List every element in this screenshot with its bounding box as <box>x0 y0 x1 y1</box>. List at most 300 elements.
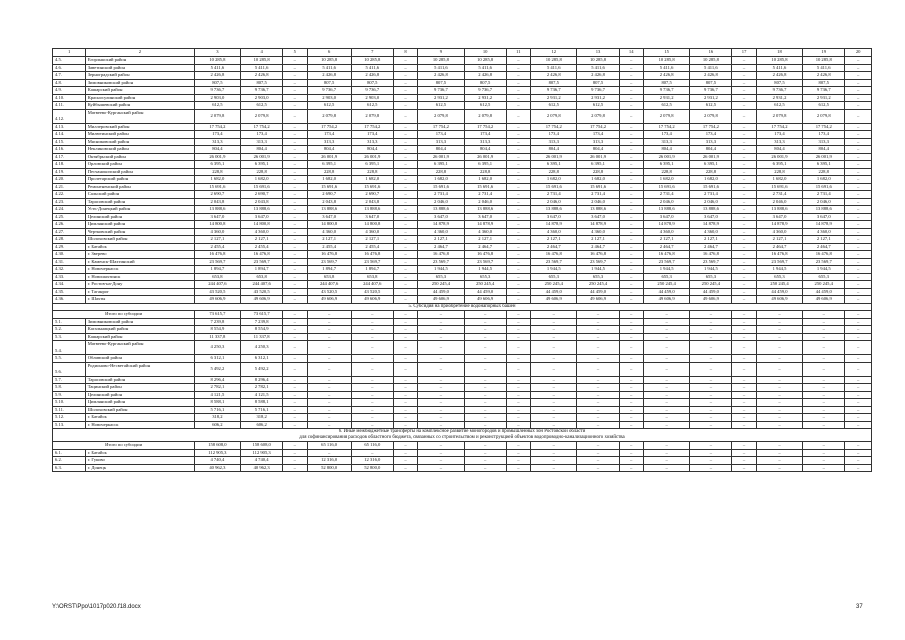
row-name-cell: Песчанокопский район <box>86 168 194 176</box>
empty-dash-cell: – <box>643 376 689 384</box>
empty-dash-cell: – <box>845 384 872 392</box>
empty-dash-cell: – <box>643 414 689 422</box>
column-number-cell: 15 <box>643 49 689 57</box>
empty-dash-cell: – <box>577 391 619 399</box>
value-cell: 16 476,8 <box>531 251 577 259</box>
empty-dash-cell: – <box>643 384 689 392</box>
value-cell: 2 046,0 <box>464 198 506 206</box>
value-cell: 26 001,9 <box>690 153 732 161</box>
empty-dash-cell: – <box>619 281 643 289</box>
empty-dash-cell: – <box>690 391 732 399</box>
value-cell: 313,3 <box>531 138 577 146</box>
value-cell: 44 459,0 <box>803 288 845 296</box>
empty-dash-cell: – <box>756 449 802 457</box>
row-name-cell: Целинский район <box>86 391 194 399</box>
empty-dash-cell: – <box>283 376 307 384</box>
table-row <box>53 102 872 110</box>
empty-dash-cell: – <box>619 384 643 392</box>
row-name-cell: Чертковский район <box>86 228 194 236</box>
empty-dash-cell: – <box>506 221 530 229</box>
empty-dash-cell: – <box>351 355 393 363</box>
empty-dash-cell: – <box>283 311 307 319</box>
empty-dash-cell: – <box>803 318 845 326</box>
empty-dash-cell: – <box>619 464 643 472</box>
row-number-cell: 4.10. <box>53 94 86 102</box>
empty-dash-cell: – <box>619 213 643 221</box>
value-cell: 2 127,1 <box>531 236 577 244</box>
value-cell: 13 888,6 <box>690 206 732 214</box>
value-cell: 13 888,6 <box>531 206 577 214</box>
row-number-cell: 6.2. <box>53 457 86 465</box>
value-cell: 13 888,6 <box>577 206 619 214</box>
empty-dash-cell: – <box>619 206 643 214</box>
value-cell: 26 001,9 <box>756 153 802 161</box>
value-cell: 807,5 <box>307 79 351 87</box>
table-row <box>53 421 872 429</box>
value-cell: 23 569,7 <box>307 258 351 266</box>
empty-dash-cell: – <box>690 311 732 319</box>
table-row <box>53 243 872 251</box>
empty-dash-cell: – <box>506 391 530 399</box>
empty-dash-cell: – <box>732 221 756 229</box>
empty-dash-cell: – <box>351 449 393 457</box>
value-cell: 807,5 <box>418 79 464 87</box>
value-cell: 1 682,0 <box>307 176 351 184</box>
value-cell: 16 476,8 <box>756 251 802 259</box>
empty-dash-cell: – <box>845 236 872 244</box>
value-cell: 807,5 <box>531 79 577 87</box>
empty-dash-cell: – <box>732 326 756 334</box>
table-row <box>53 281 872 289</box>
value-cell: 807,5 <box>643 79 689 87</box>
empty-dash-cell: – <box>845 391 872 399</box>
value-cell: 16 476,8 <box>307 251 351 259</box>
value-cell: 10 285,8 <box>690 57 732 65</box>
empty-dash-cell: – <box>283 318 307 326</box>
value-cell: 49 606,9 <box>690 296 732 304</box>
value-cell: 655,3 <box>643 273 689 281</box>
value-cell: 6 395,1 <box>241 161 283 169</box>
value-cell: 655,3 <box>756 273 802 281</box>
empty-dash-cell: – <box>393 206 417 214</box>
empty-dash-cell: – <box>464 341 506 355</box>
value-cell: 23 569,7 <box>531 258 577 266</box>
value-cell: 16 476,8 <box>803 251 845 259</box>
value-cell: 3 647,0 <box>531 213 577 221</box>
value-cell: 43 520,5 <box>351 288 393 296</box>
value-cell: 23 569,7 <box>464 258 506 266</box>
empty-dash-cell: – <box>690 406 732 414</box>
empty-dash-cell: – <box>619 457 643 465</box>
value-cell: 16 476,8 <box>643 251 689 259</box>
value-cell: 655,3 <box>464 273 506 281</box>
empty-dash-cell: – <box>464 384 506 392</box>
value-cell: 2 079,8 <box>351 109 393 123</box>
value-cell: 1 944,5 <box>577 266 619 274</box>
value-cell: 2 426,8 <box>803 72 845 80</box>
value-cell: 173,4 <box>241 131 283 139</box>
empty-dash-cell: – <box>845 326 872 334</box>
table-row <box>53 87 872 95</box>
value-cell: 15 691,6 <box>194 183 240 191</box>
empty-dash-cell: – <box>393 399 417 407</box>
row-name-cell: Матвеево-Курганский район <box>86 341 194 355</box>
value-cell: 2 455,4 <box>241 243 283 251</box>
empty-dash-cell: – <box>531 341 577 355</box>
value-cell: 313,3 <box>351 138 393 146</box>
empty-dash-cell: – <box>619 391 643 399</box>
value-cell: 2 127,1 <box>418 236 464 244</box>
empty-dash-cell: – <box>845 72 872 80</box>
empty-dash-cell: – <box>506 153 530 161</box>
section-title-line-1: 6. Иные межбюджетные трансферты на комплексное развитие моногородов и промышленных зон Ростовской области <box>338 429 586 434</box>
empty-dash-cell: – <box>845 266 872 274</box>
empty-dash-cell: – <box>393 161 417 169</box>
empty-dash-cell: – <box>619 355 643 363</box>
empty-dash-cell: – <box>643 391 689 399</box>
empty-dash-cell: – <box>283 131 307 139</box>
empty-dash-cell: – <box>351 362 393 376</box>
value-cell: 612,5 <box>418 102 464 110</box>
row-name-cell: Красносулинский район <box>86 94 194 102</box>
value-cell: 4 250,3 <box>194 341 240 355</box>
value-cell: 653,8 <box>241 273 283 281</box>
value-cell: 6 312,1 <box>241 355 283 363</box>
empty-dash-cell: – <box>283 258 307 266</box>
empty-dash-cell: – <box>283 464 307 472</box>
value-cell: 9 736,7 <box>577 87 619 95</box>
empty-dash-cell: – <box>393 138 417 146</box>
empty-dash-cell: – <box>803 311 845 319</box>
row-number-cell: 6.3. <box>53 464 86 472</box>
empty-dash-cell: – <box>506 449 530 457</box>
empty-dash-cell: – <box>619 57 643 65</box>
document-page <box>52 48 872 472</box>
column-number-cell: 8 <box>393 49 417 57</box>
empty-dash-cell: – <box>531 333 577 341</box>
empty-dash-cell: – <box>506 79 530 87</box>
empty-dash-cell: – <box>393 355 417 363</box>
value-cell: 2 426,8 <box>241 72 283 80</box>
empty-dash-cell: – <box>845 131 872 139</box>
empty-dash-cell: – <box>845 442 872 450</box>
empty-dash-cell: – <box>732 288 756 296</box>
row-name-cell: Куйбышевский район <box>86 102 194 110</box>
empty-dash-cell: – <box>643 457 689 465</box>
value-cell: 65 116,0 <box>351 442 393 450</box>
row-name-cell: Октябрьский район <box>86 153 194 161</box>
empty-dash-cell: – <box>393 123 417 131</box>
value-cell: 23 569,7 <box>803 258 845 266</box>
table-row <box>53 341 872 355</box>
value-cell: 26 001,9 <box>241 153 283 161</box>
value-cell: 15 691,6 <box>307 183 351 191</box>
value-cell: 49 606,9 <box>464 296 506 304</box>
column-number-cell: 7 <box>351 49 393 57</box>
empty-dash-cell: – <box>619 146 643 154</box>
value-cell: 10 285,8 <box>643 57 689 65</box>
empty-dash-cell: – <box>506 399 530 407</box>
value-cell: 14 800,8 <box>194 221 240 229</box>
empty-dash-cell: – <box>464 399 506 407</box>
value-cell: 10 285,8 <box>351 57 393 65</box>
value-cell: 10 285,8 <box>577 57 619 65</box>
empty-dash-cell: – <box>732 138 756 146</box>
empty-dash-cell: – <box>643 311 689 319</box>
empty-dash-cell: – <box>845 87 872 95</box>
empty-dash-cell: – <box>393 457 417 465</box>
row-number-cell: 5.7. <box>53 376 86 384</box>
table-row <box>53 176 872 184</box>
empty-dash-cell: – <box>506 87 530 95</box>
row-number-cell: 4.35. <box>53 288 86 296</box>
empty-dash-cell: – <box>732 464 756 472</box>
value-cell: 112 905,3 <box>194 449 240 457</box>
value-cell: 2 426,8 <box>756 72 802 80</box>
value-cell: 49 606,9 <box>418 296 464 304</box>
empty-dash-cell: – <box>690 464 732 472</box>
empty-dash-cell: – <box>418 376 464 384</box>
empty-dash-cell: – <box>418 406 464 414</box>
value-cell: 2 079,8 <box>418 109 464 123</box>
value-cell: 40 962,3 <box>194 464 240 472</box>
value-cell: 9 736,7 <box>418 87 464 95</box>
empty-dash-cell: – <box>283 399 307 407</box>
empty-dash-cell: – <box>845 399 872 407</box>
value-cell: 2 079,8 <box>756 109 802 123</box>
value-cell: 2 782,1 <box>194 384 240 392</box>
row-name-cell: Матвеево-Курганский район <box>86 109 194 123</box>
empty-dash-cell: – <box>845 109 872 123</box>
value-cell: 49 606,9 <box>803 296 845 304</box>
value-cell: 10 285,8 <box>464 57 506 65</box>
value-cell: 4 360,0 <box>418 228 464 236</box>
value-cell: 2 731,4 <box>577 191 619 199</box>
value-cell: 612,5 <box>241 102 283 110</box>
empty-dash-cell: – <box>393 198 417 206</box>
value-cell: 2 464,7 <box>577 243 619 251</box>
value-cell: 655,3 <box>531 273 577 281</box>
value-cell: 44 459,0 <box>690 288 732 296</box>
empty-dash-cell: – <box>577 355 619 363</box>
empty-dash-cell: – <box>506 102 530 110</box>
empty-dash-cell: – <box>506 94 530 102</box>
row-number-cell: 5.6. <box>53 362 86 376</box>
value-cell: 1 682,0 <box>756 176 802 184</box>
value-cell: 250 245,4 <box>690 281 732 289</box>
table-row <box>53 318 872 326</box>
table-row <box>53 326 872 334</box>
value-cell: 8 588,1 <box>194 399 240 407</box>
empty-dash-cell: – <box>577 421 619 429</box>
empty-dash-cell: – <box>577 442 619 450</box>
empty-dash-cell: – <box>283 442 307 450</box>
empty-dash-cell: – <box>506 168 530 176</box>
value-cell: 9 736,7 <box>690 87 732 95</box>
value-cell: 43 520,5 <box>194 288 240 296</box>
value-cell: 228,8 <box>351 168 393 176</box>
empty-dash-cell: – <box>307 421 351 429</box>
value-cell: 612,5 <box>803 102 845 110</box>
empty-dash-cell: – <box>845 273 872 281</box>
empty-dash-cell: – <box>732 198 756 206</box>
row-number-cell: 4.21. <box>53 183 86 191</box>
empty-dash-cell: – <box>756 457 802 465</box>
column-number-cell: 17 <box>732 49 756 57</box>
value-cell: 11 337,8 <box>194 333 240 341</box>
empty-dash-cell: – <box>506 326 530 334</box>
value-cell: 313,3 <box>418 138 464 146</box>
value-cell: 2 690,7 <box>194 191 240 199</box>
value-cell: 1 682,0 <box>241 176 283 184</box>
table-row <box>53 464 872 472</box>
empty-dash-cell: – <box>283 421 307 429</box>
empty-dash-cell: – <box>506 198 530 206</box>
empty-dash-cell: – <box>393 168 417 176</box>
row-number-cell: 5.12. <box>53 414 86 422</box>
empty-dash-cell: – <box>845 464 872 472</box>
empty-dash-cell: – <box>845 288 872 296</box>
row-name-cell: Усть-Донецкий район <box>86 206 194 214</box>
value-cell: 49 606,9 <box>241 296 283 304</box>
row-name-cell: Шолоховский район <box>86 236 194 244</box>
empty-dash-cell: – <box>619 318 643 326</box>
empty-dash-cell: – <box>619 102 643 110</box>
empty-dash-cell: – <box>756 399 802 407</box>
value-cell: 1 894,7 <box>307 266 351 274</box>
section-total-row <box>53 311 872 319</box>
row-number-cell: 4.9. <box>53 87 86 95</box>
value-cell: 17 754,2 <box>643 123 689 131</box>
row-number-cell: 5.5. <box>53 355 86 363</box>
empty-dash-cell: – <box>351 341 393 355</box>
empty-dash-cell: – <box>464 355 506 363</box>
empty-dash-cell: – <box>307 376 351 384</box>
empty-dash-cell: – <box>283 355 307 363</box>
empty-dash-cell: – <box>283 153 307 161</box>
table-row <box>53 457 872 465</box>
value-cell: 2 127,1 <box>643 236 689 244</box>
column-number-cell: 14 <box>619 49 643 57</box>
empty-dash-cell: – <box>619 79 643 87</box>
value-cell: 6 395,1 <box>690 161 732 169</box>
value-cell: 2 731,4 <box>690 191 732 199</box>
value-cell: 23 569,7 <box>351 258 393 266</box>
value-cell: 2 043,8 <box>351 198 393 206</box>
empty-dash-cell: – <box>690 457 732 465</box>
value-cell: 15 691,6 <box>643 183 689 191</box>
value-cell: 653,8 <box>307 273 351 281</box>
empty-dash-cell: – <box>845 168 872 176</box>
empty-dash-cell: – <box>531 384 577 392</box>
empty-dash-cell: – <box>418 333 464 341</box>
empty-dash-cell: – <box>506 57 530 65</box>
value-cell: 2 043,8 <box>194 198 240 206</box>
value-cell: 13 888,6 <box>241 206 283 214</box>
column-number-cell: 1 <box>53 49 86 57</box>
empty-dash-cell: – <box>803 442 845 450</box>
value-cell: 250 245,4 <box>756 281 802 289</box>
row-name-cell: Цимлянский район <box>86 221 194 229</box>
empty-dash-cell: – <box>619 176 643 184</box>
row-number-cell: 5.8. <box>53 384 86 392</box>
value-cell: 4 740,4 <box>241 457 283 465</box>
section-title-line-2: для софинансирования расходов областного бюджета, связанных со строительством и реконструкцией объектов водопроводно-канализационного хозяйства <box>299 435 625 440</box>
value-cell: 9 736,7 <box>194 87 240 95</box>
empty-dash-cell: – <box>577 449 619 457</box>
empty-dash-cell: – <box>619 94 643 102</box>
value-cell: 2 127,1 <box>307 236 351 244</box>
value-cell: 2 903,0 <box>307 94 351 102</box>
value-cell: 44 459,0 <box>464 288 506 296</box>
empty-dash-cell: – <box>756 464 802 472</box>
empty-dash-cell: – <box>393 318 417 326</box>
row-name-cell: Цимлянский район <box>86 399 194 407</box>
value-cell: 313,3 <box>307 138 351 146</box>
section-title <box>53 429 872 442</box>
value-cell: 2 455,4 <box>194 243 240 251</box>
empty-dash-cell: – <box>732 355 756 363</box>
empty-dash-cell: – <box>732 311 756 319</box>
empty-dash-cell: – <box>307 414 351 422</box>
value-cell: 16 476,8 <box>577 251 619 259</box>
row-name-cell: Кашарский район <box>86 333 194 341</box>
empty-dash-cell: – <box>732 228 756 236</box>
empty-dash-cell: – <box>393 87 417 95</box>
value-cell: 26 001,9 <box>464 153 506 161</box>
empty-dash-cell: – <box>643 333 689 341</box>
empty-dash-cell: – <box>619 421 643 429</box>
value-cell: 250 245,4 <box>803 281 845 289</box>
value-cell: 49 606,9 <box>531 296 577 304</box>
value-cell: 228,8 <box>690 168 732 176</box>
value-cell: 16 476,8 <box>464 251 506 259</box>
row-name-cell: Сальский район <box>86 191 194 199</box>
empty-dash-cell: – <box>531 311 577 319</box>
empty-dash-cell: – <box>732 384 756 392</box>
value-cell: 6 395,1 <box>351 161 393 169</box>
value-cell: 4 360,0 <box>241 228 283 236</box>
empty-dash-cell: – <box>643 362 689 376</box>
value-cell: 13 888,6 <box>803 206 845 214</box>
value-cell: 807,5 <box>690 79 732 87</box>
empty-dash-cell: – <box>393 228 417 236</box>
value-cell: 804,4 <box>418 146 464 154</box>
value-cell: 2 903,0 <box>241 94 283 102</box>
empty-dash-cell: – <box>283 123 307 131</box>
table-row <box>53 191 872 199</box>
empty-dash-cell: – <box>732 236 756 244</box>
value-cell: 804,4 <box>803 146 845 154</box>
value-cell: 612,5 <box>194 102 240 110</box>
value-cell: 14 878,9 <box>690 221 732 229</box>
value-cell: 2 931,2 <box>756 94 802 102</box>
value-cell: 2 464,7 <box>418 243 464 251</box>
empty-dash-cell: – <box>845 146 872 154</box>
value-cell: 228,8 <box>531 168 577 176</box>
row-name-cell: Тацинский район <box>86 384 194 392</box>
empty-dash-cell: – <box>393 391 417 399</box>
value-cell: 807,5 <box>241 79 283 87</box>
empty-dash-cell: – <box>506 318 530 326</box>
empty-dash-cell: – <box>283 384 307 392</box>
empty-dash-cell: – <box>393 72 417 80</box>
empty-dash-cell: – <box>845 221 872 229</box>
empty-dash-cell: – <box>732 406 756 414</box>
table-row <box>53 273 872 281</box>
value-cell: 250 245,4 <box>643 281 689 289</box>
value-cell: 9 736,7 <box>531 87 577 95</box>
